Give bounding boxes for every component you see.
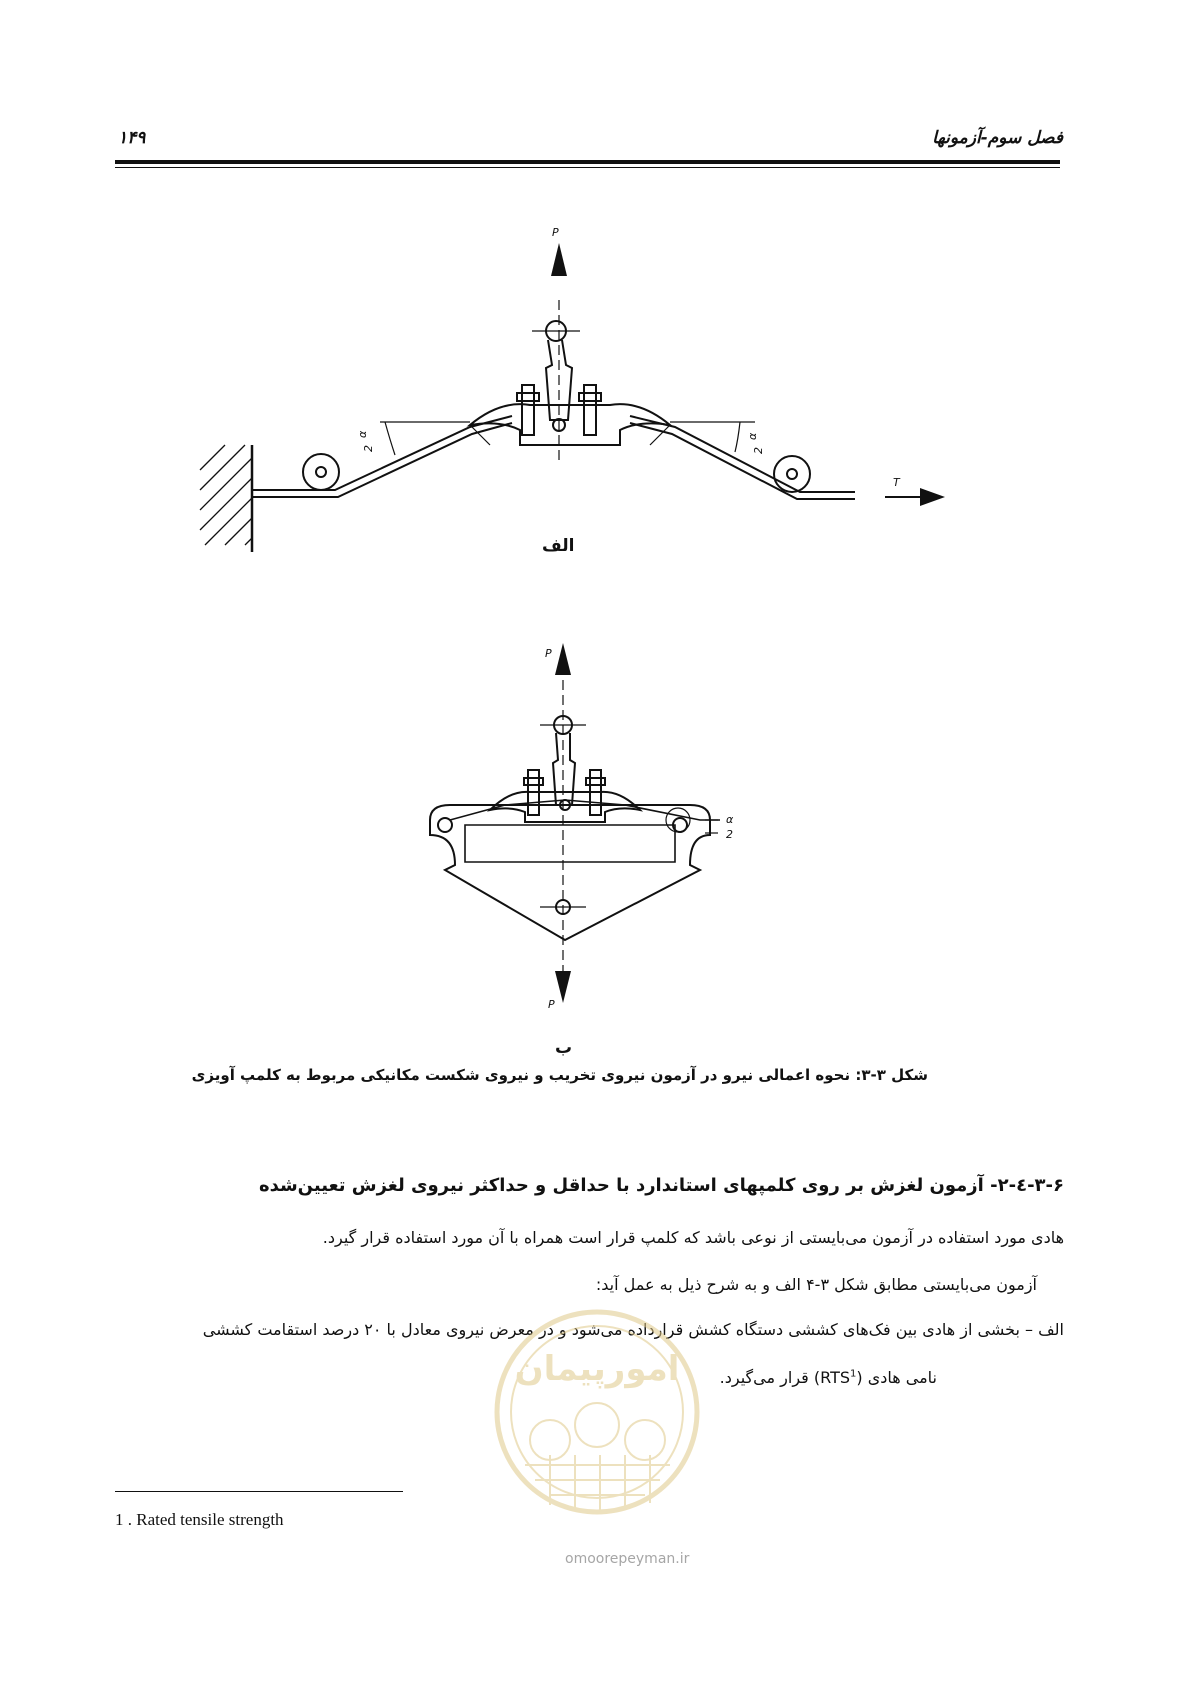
watermark-logo [490,1305,705,1520]
figure-label-b: ب [555,1038,573,1058]
angle-label-right-num: α [746,432,759,440]
label-p-top: P [552,226,559,239]
paragraph-3: الف – بخشی از هادی بین فک‌های کششی دستگاه کشش قرارداده می‌شود و در معرض نیروی معادل با ۲۰ درصد استقامت کششی [202,1320,1064,1339]
angle-label-b-num: α [726,813,734,826]
angle-label-left-den: 2 [362,445,375,452]
label-p-top-b: P [545,647,552,660]
paragraph-4-before: نامی هادی (RTS [820,1368,937,1387]
figure-b-drawing [0,640,1190,1040]
figure-a-drawing [0,220,1190,560]
angle-label-left-num: α [356,430,369,438]
angle-label-b-den: 2 [726,828,733,841]
header-rule-thick [115,160,1060,164]
page-number: ۱۴۹ [118,128,146,148]
angle-label-right-den: 2 [752,447,765,454]
footnote-rule [115,1491,403,1492]
label-t: T [893,476,900,489]
watermark-text: امورپیمان [514,1349,680,1389]
footnote-text: 1 . Rated tensile strength [115,1510,284,1529]
label-p-bottom-b: P [548,998,555,1011]
section-heading: ۳-۶-٤-۲- آزمون لغزش بر روی کلمپهای استاندارد با حداقل و حداکثر نیروی لغزش تعیین‌شده [258,1175,1064,1196]
watermark-url: omoorepeyman.ir [565,1551,690,1567]
paragraph-4-after: ) قرار می‌گیرد. [719,1368,821,1387]
paragraph-4 [720,1368,937,1387]
footnote-ref[interactable]: 1 [850,1368,857,1380]
figure-label-a: الف [542,536,575,556]
figure-caption: شکل ۳-۳: نحوه اعمالی نیرو در آزمون نیروی تخریب و نیروی شکست مکانیکی مربوط به کلمپ آویزی [191,1066,928,1084]
paragraph-1: هادی مورد استفاده در آزمون می‌بایستی از نوعی باشد که کلمپ قرار است همراه با آن مورد استفاده قرار گیرد. [322,1228,1064,1247]
header-rule-thin [115,167,1060,168]
paragraph-2: آزمون می‌بایستی مطابق شکل ۳-۴ الف و به شرح ذیل به عمل آید: [595,1275,1037,1294]
chapter-title: فصل سوم-آزمونها [932,128,1063,148]
